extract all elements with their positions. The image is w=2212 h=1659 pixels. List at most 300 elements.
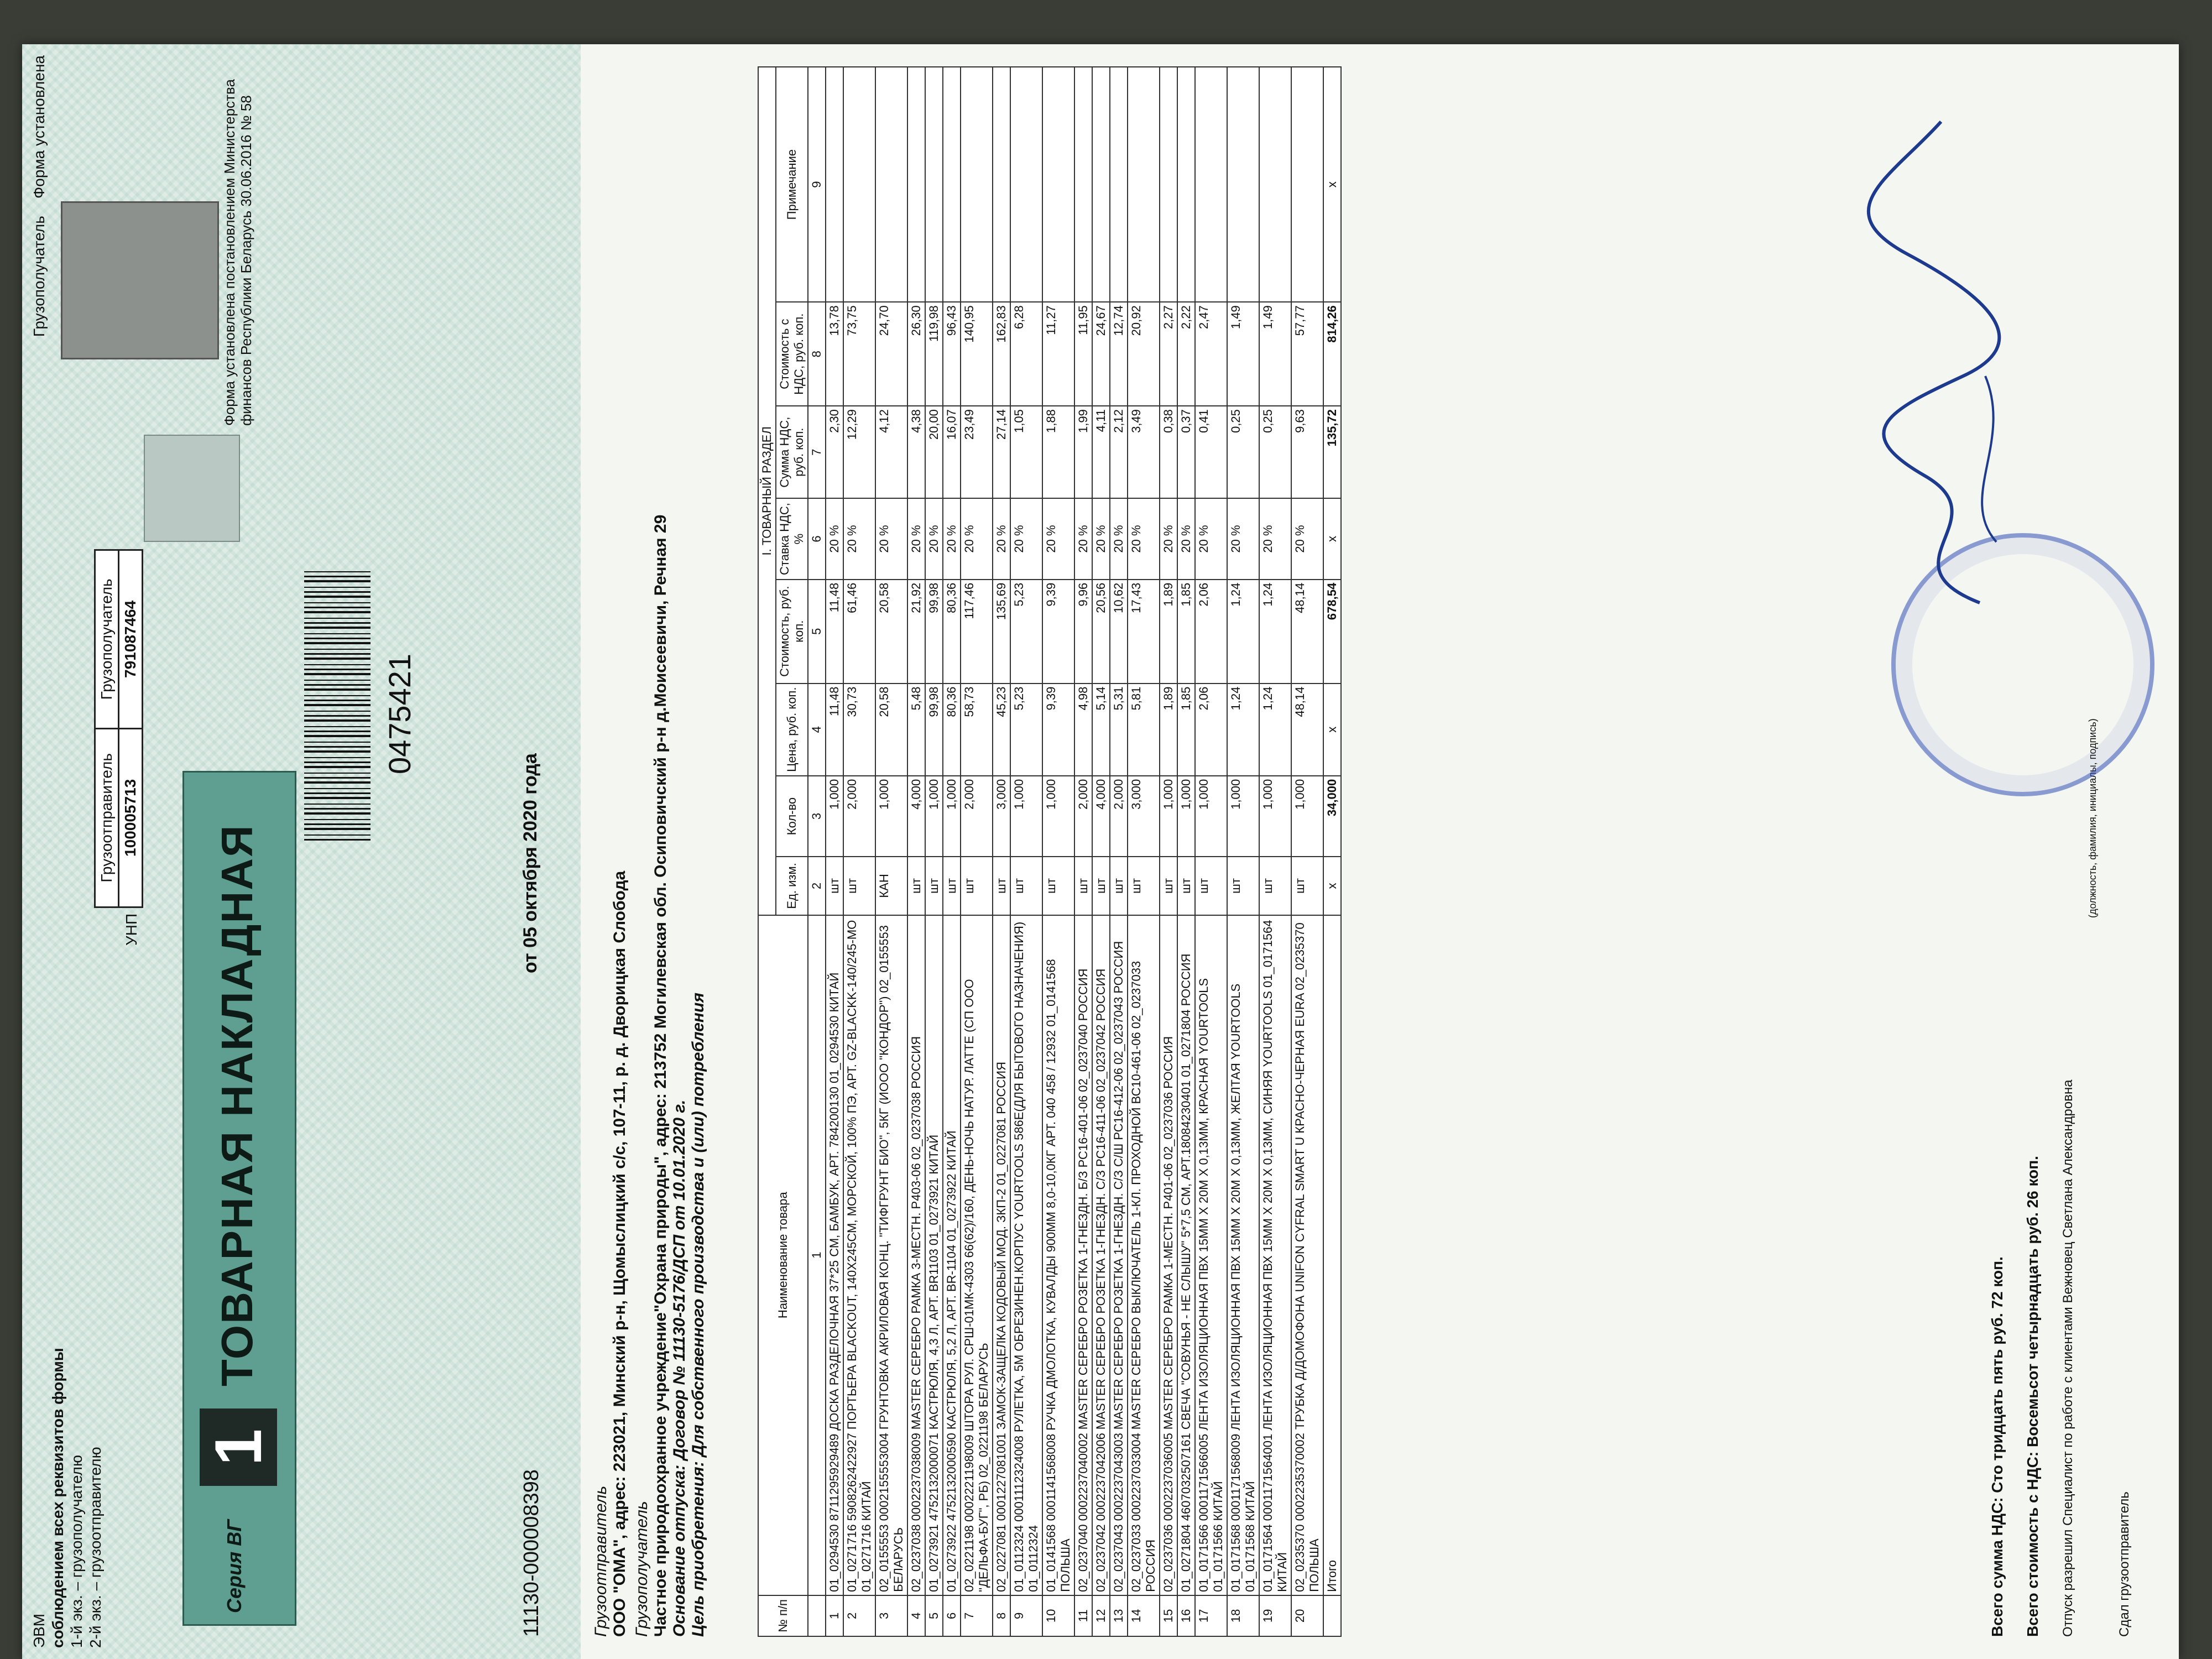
table-cell: 02_0155553 0002155553004 ГРУНТОВКА АКРИЛОВАЯ КОНЦ. "ТИФГРУНТ БИО", 5КГ (ИООО "КОНДОР") 02_0155553 БЕЛАРУСЬ xyxy=(875,915,907,1595)
table-cell: 1,000 xyxy=(943,776,961,857)
table-cell: 20 % xyxy=(1259,498,1291,580)
table-cell: 6,28 xyxy=(1010,302,1042,406)
barcode-bar xyxy=(304,653,371,655)
barcode-bar xyxy=(304,804,371,805)
table-cell: 1,89 xyxy=(1160,580,1177,684)
table-cell xyxy=(1128,67,1160,302)
form-note: 2-й экз. – грузоотправителю xyxy=(87,1447,104,1648)
barcode-bar xyxy=(304,757,371,758)
table-cell: 1 xyxy=(826,1595,843,1636)
barcode-bar xyxy=(304,688,371,691)
consignee-label: Грузополучатель xyxy=(633,1501,651,1637)
barcode-bar xyxy=(304,788,371,789)
table-cell: 11,48 xyxy=(826,580,843,684)
table-cell: 20,56 xyxy=(1092,580,1110,684)
table-cell: 1,000 xyxy=(1195,776,1227,857)
table-cell xyxy=(1195,67,1227,302)
table-cell: шт xyxy=(1291,857,1323,915)
table-cell: 01_0171566 0001171566005 ЛЕНТА ИЗОЛЯЦИОННАЯ ПВХ 15ММ Х 20М Х 0,13ММ, КРАСНАЯ YOURTOOLS 01_0171566 КИТАЙ xyxy=(1195,915,1227,1595)
table-cell: 1,24 xyxy=(1227,580,1259,684)
table-cell xyxy=(1291,67,1323,302)
barcode-bar xyxy=(304,761,371,763)
barcode-bar xyxy=(304,808,371,810)
form-note: Грузополучатель xyxy=(30,216,48,337)
table-cell: шт xyxy=(1042,857,1074,915)
barcode-bar xyxy=(304,812,371,815)
barcode-bar xyxy=(304,766,371,768)
barcode-bar xyxy=(304,664,371,665)
col-number: 8 xyxy=(808,302,826,406)
table-cell: 2,12 xyxy=(1110,406,1128,498)
table-cell: 4,11 xyxy=(1092,406,1110,498)
table-cell: 20 % xyxy=(1092,498,1110,580)
table-cell: 80,36 xyxy=(943,580,961,684)
table-cell: 02_0237042 0002237042006 MASTER СЕРЕБРО РОЗЕТКА 1-ГНЕЗДН. С/З РС16-411-06 02_0237042 РОССИЯ xyxy=(1092,915,1110,1595)
table-cell: 1,24 xyxy=(1259,684,1291,776)
barcode-bar xyxy=(304,781,371,784)
table-cell: шт xyxy=(925,857,943,915)
table-cell: 1,88 xyxy=(1042,406,1074,498)
shipper-unp: 100005713 xyxy=(119,728,143,907)
table-cell: 20 % xyxy=(1195,498,1227,580)
table-cell: 4,000 xyxy=(1092,776,1110,857)
table-row xyxy=(1074,67,1092,1636)
table-cell: 20 % xyxy=(826,498,843,580)
table-cell: шт xyxy=(943,857,961,915)
table-cell: 21,92 xyxy=(907,580,925,684)
table-cell: 162,83 xyxy=(993,302,1010,406)
table-cell: 1,000 xyxy=(1042,776,1074,857)
table-cell: 0,37 xyxy=(1177,406,1195,498)
table-cell: 2,30 xyxy=(826,406,843,498)
unp-label: УНП xyxy=(122,913,140,946)
table-row xyxy=(943,67,961,1636)
table-cell: 7 xyxy=(961,1595,993,1636)
col-header: Цена, руб. коп. xyxy=(776,684,808,776)
table-cell: 01_0273921 4752132000071 КАСТРЮЛЯ, 4,3 Л, АРТ. BR1103 01_0273921 КИТАЙ xyxy=(925,915,943,1595)
table-cell: 02_0237038 0002237038009 MASTER СЕРЕБРО РАМКА 3-МЕСТН. Р403-06 02_0237038 РОССИЯ xyxy=(907,915,925,1595)
table-cell xyxy=(1010,67,1042,302)
table-cell: 3 xyxy=(875,1595,907,1636)
col-header: Ставка НДС, % xyxy=(776,498,808,580)
table-cell: 20 % xyxy=(1010,498,1042,580)
table-cell: 15 xyxy=(1160,1595,1177,1636)
table-cell: 12,29 xyxy=(843,406,875,498)
barcode-bar xyxy=(304,669,371,670)
table-cell: 17,43 xyxy=(1128,580,1160,684)
table-cell: 11 xyxy=(1074,1595,1092,1636)
parties-block xyxy=(592,66,708,1637)
goods-table xyxy=(758,66,1342,1637)
barcode-bar xyxy=(304,726,371,727)
barcode-bar xyxy=(304,611,371,613)
total-cell: х xyxy=(1323,498,1341,580)
table-cell: 01_0141568 0001141568008 РУЧКА ДМОЛОТКА, КУВАЛДЫ 900ММ 8,0-10,0КГ АРТ. 040 458 / 12932 01_0141568 ПОЛЬША xyxy=(1042,915,1074,1595)
table-cell: шт xyxy=(1128,857,1160,915)
col-number: 7 xyxy=(808,406,826,498)
table-cell: 20 xyxy=(1291,1595,1323,1636)
table-cell: 20,58 xyxy=(875,684,907,776)
barcode-bar xyxy=(304,622,371,624)
col-header: Стоимость с НДС, руб. коп. xyxy=(776,302,808,406)
table-cell: шт xyxy=(1074,857,1092,915)
table-cell: 20 % xyxy=(1074,498,1092,580)
barcode-bar xyxy=(304,633,371,634)
series-label: Серия ВГ xyxy=(223,1519,246,1613)
table-cell: шт xyxy=(1160,857,1177,915)
table-cell: 58,73 xyxy=(961,684,993,776)
table-cell: 2,000 xyxy=(961,776,993,857)
table-cell: 1,000 xyxy=(826,776,843,857)
basis-line: Основание отпуска: Договор № 11130-5176/ДСП от 10.01.2020 г. xyxy=(670,1099,688,1637)
table-cell: 1,000 xyxy=(1177,776,1195,857)
barcode-image xyxy=(304,564,371,841)
table-cell xyxy=(843,67,875,302)
table-cell: 01_0171568 0001171568009 ЛЕНТА ИЗОЛЯЦИОННАЯ ПВХ 15ММ Х 20М Х 0,13ММ, ЖЕЛТАЯ YOURTOOLS 01_0171568 КИТАЙ xyxy=(1227,915,1259,1595)
table-cell: шт xyxy=(1227,857,1259,915)
table-cell: 02_0237040 0002237040002 MASTER СЕРЕБРО РОЗЕТКА 1-ГНЕЗДН. Б/З РС16-401-06 02_0237040 РОССИЯ xyxy=(1074,915,1092,1595)
col-header: Стоимость, руб. коп. xyxy=(776,580,808,684)
table-cell: 10,62 xyxy=(1110,580,1128,684)
table-row xyxy=(1128,67,1160,1636)
table-cell: 5,23 xyxy=(1010,684,1042,776)
col-number: 1 xyxy=(808,915,826,1595)
table-row xyxy=(1160,67,1177,1636)
col-header: № п/п xyxy=(758,1595,808,1636)
table-cell: 01_0294530 8711295929489 ДОСКА РАЗДЕЛОЧНАЯ 37*25 СМ, БАМБУК, АРТ. 784200130 01_0294530 КИТАЙ xyxy=(826,915,843,1595)
table-cell: 2,000 xyxy=(843,776,875,857)
table-cell: 14 xyxy=(1128,1595,1160,1636)
consignee-col-header: Грузополучатель xyxy=(95,550,119,728)
col-number xyxy=(808,1595,826,1636)
barcode-bar xyxy=(304,642,371,644)
col-header: Сумма НДС, руб. коп. xyxy=(776,406,808,498)
total-cell: х xyxy=(1323,67,1341,302)
barcode-bar xyxy=(304,627,371,629)
barcode-bar xyxy=(304,638,371,639)
table-cell: шт xyxy=(1092,857,1110,915)
table-cell: 5,31 xyxy=(1110,684,1128,776)
table-cell: 3,000 xyxy=(1128,776,1160,857)
table-cell: 20 % xyxy=(1128,498,1160,580)
barcode-bar xyxy=(304,618,371,619)
table-cell: 4,38 xyxy=(907,406,925,498)
table-row xyxy=(1177,67,1195,1636)
table-cell: 20 % xyxy=(993,498,1010,580)
table-cell: 17 xyxy=(1195,1595,1227,1636)
table-cell: 16 xyxy=(1177,1595,1195,1636)
barcode-bar xyxy=(304,602,371,603)
table-cell: 02_0237036 0002237036005 MASTER СЕРЕБРО РАМКА 1-МЕСТН. Р401-06 02_0237036 РОССИЯ xyxy=(1160,915,1177,1595)
table-cell: 19 xyxy=(1259,1595,1291,1636)
document-date: от 05 октября 2020 года xyxy=(520,753,541,973)
table-cell: 2,47 xyxy=(1195,302,1227,406)
table-cell: КАН xyxy=(875,857,907,915)
consignee-unp: 791087464 xyxy=(119,550,143,728)
table-row xyxy=(961,67,993,1636)
table-cell: 5,23 xyxy=(1010,580,1042,684)
table-cell xyxy=(1092,67,1110,302)
table-cell: 1,49 xyxy=(1259,302,1291,406)
table-cell: шт xyxy=(961,857,993,915)
col-number: 5 xyxy=(808,580,826,684)
table-cell: 20 % xyxy=(925,498,943,580)
table-cell: 1,24 xyxy=(1227,684,1259,776)
table-cell: 0,41 xyxy=(1195,406,1227,498)
table-cell: шт xyxy=(1195,857,1227,915)
table-cell: 3,000 xyxy=(993,776,1010,857)
table-cell: 5,48 xyxy=(907,684,925,776)
table-cell: 20 % xyxy=(1227,498,1259,580)
table-cell: 20 % xyxy=(907,498,925,580)
total-cell: 34,000 xyxy=(1323,776,1341,857)
table-row xyxy=(1291,67,1323,1636)
total-cell: 135,72 xyxy=(1323,406,1341,498)
barcode-bar xyxy=(304,680,371,681)
table-cell: 6 xyxy=(943,1595,961,1636)
barcode-bar xyxy=(304,773,371,774)
table-cell: шт xyxy=(907,857,925,915)
table-cell xyxy=(907,67,925,302)
table-cell: 11,48 xyxy=(826,684,843,776)
barcode-bar xyxy=(304,596,371,598)
table-cell: 5 xyxy=(925,1595,943,1636)
table-cell xyxy=(943,67,961,302)
purpose-line: Цель приобретения: Для собственного производства и (или) потребления xyxy=(689,992,707,1637)
table-row xyxy=(1042,67,1074,1636)
table-cell: 5,81 xyxy=(1128,684,1160,776)
total-cell: х xyxy=(1323,857,1341,915)
table-cell: 02_0227081 0001227081001 ЗАМОК-ЗАЩЕЛКА КОДОВЫЙ МОД. ЗКП-2 01_0227081 РОССИЯ xyxy=(993,915,1010,1595)
total-cell xyxy=(1323,1595,1341,1636)
shipper-label: Грузоотправитель xyxy=(592,1485,610,1637)
table-cell: 20 % xyxy=(1177,498,1195,580)
barcode-bar xyxy=(304,649,371,650)
document-code: 11130-000008398 xyxy=(520,1469,543,1637)
table-row xyxy=(1195,67,1227,1636)
table-cell: 20,92 xyxy=(1128,302,1160,406)
table-cell: 1,000 xyxy=(1227,776,1259,857)
table-cell: 57,77 xyxy=(1291,302,1323,406)
total-row xyxy=(1323,67,1341,1636)
table-cell: 9,39 xyxy=(1042,684,1074,776)
table-row xyxy=(993,67,1010,1636)
barcode-bar xyxy=(304,673,371,675)
barcode-bar xyxy=(304,839,371,841)
table-cell: шт xyxy=(843,857,875,915)
release-caption: (должность, фамилия, инициалы, подпись) xyxy=(2087,718,2098,918)
barcode-bar xyxy=(304,719,371,722)
table-cell: 1,05 xyxy=(1010,406,1042,498)
table-cell: 20,58 xyxy=(875,580,907,684)
table-cell: 1,85 xyxy=(1177,684,1195,776)
table-cell: 2,000 xyxy=(1074,776,1092,857)
barcode-bar xyxy=(304,700,371,701)
barcode-bar xyxy=(304,746,371,748)
table-cell: 20 % xyxy=(875,498,907,580)
unp-table xyxy=(94,549,143,951)
table-row xyxy=(1010,67,1042,1636)
barcode-bar xyxy=(304,742,371,743)
table-cell: 18 xyxy=(1227,1595,1259,1636)
barcode-bar xyxy=(304,797,371,799)
table-cell: 5,14 xyxy=(1092,684,1110,776)
table-cell: 0,25 xyxy=(1227,406,1259,498)
table-cell: 24,67 xyxy=(1092,302,1110,406)
table-cell: 2,27 xyxy=(1160,302,1177,406)
table-cell: 20 % xyxy=(1110,498,1128,580)
table-cell: 02_0235370 0002235370002 ТРУБКА Д/ДОМОФОНА UNIFON CYFRAL SMART U КРАСНО-ЧЕРНАЯ EURA 02_0235370 ПОЛЬША xyxy=(1291,915,1323,1595)
serial-digit: 1 xyxy=(200,1408,277,1486)
table-cell: 9,39 xyxy=(1042,580,1074,684)
barcode-bar xyxy=(304,587,371,588)
barcode-bar xyxy=(304,834,371,836)
table-cell: 80,36 xyxy=(943,684,961,776)
table-cell: 119,98 xyxy=(925,302,943,406)
total-cell: 814,26 xyxy=(1323,302,1341,406)
table-cell: 0,25 xyxy=(1259,406,1291,498)
consignee-value: Частное природоохранное учреждение"Охрана природы", адрес: 213752 Могилевская обл. Осиповичский р-н д.Моисеевичи, Речная 29 xyxy=(651,514,670,1637)
col-number: 6 xyxy=(808,498,826,580)
table-cell: 20 % xyxy=(1160,498,1177,580)
col-header: Примечание xyxy=(776,67,808,302)
col-header: Ед. изм. xyxy=(776,857,808,915)
barcode-bar xyxy=(304,580,371,582)
table-row xyxy=(826,67,843,1636)
barcode xyxy=(304,564,371,841)
table-cell: 1,000 xyxy=(1291,776,1323,857)
table-row xyxy=(843,67,875,1636)
total-cell: Итого xyxy=(1323,915,1341,1595)
section-title: I. ТОВАРНЫЙ РАЗДЕЛ xyxy=(758,67,776,915)
table-cell: 23,49 xyxy=(961,406,993,498)
table-cell: 20 % xyxy=(1291,498,1323,580)
table-cell: 45,23 xyxy=(993,684,1010,776)
table-row xyxy=(925,67,943,1636)
table-cell: 02_0237043 0002237043003 MASTER СЕРЕБРО РОЗЕТКА 1-ГНЕЗДН. С/З С/Ш РС16-412-06 02_0237043 РОССИЯ xyxy=(1110,915,1128,1595)
form-note: ЭВМ xyxy=(30,1613,48,1648)
table-cell xyxy=(1227,67,1259,302)
form-note: соблюдением всех реквизитов формы xyxy=(49,1348,66,1648)
handed-over: Сдал грузоотправитель xyxy=(2117,1491,2132,1637)
barcode-bar xyxy=(304,704,371,706)
col-header: Наименование товара xyxy=(758,915,808,1595)
table-cell: 20,00 xyxy=(925,406,943,498)
table-cell xyxy=(1042,67,1074,302)
table-cell: 1,000 xyxy=(1259,776,1291,857)
table-cell: 02_0237033 0002237033004 MASTER СЕРЕБРО ВЫКЛЮЧАТЕЛЬ 1-КЛ. ПРОХОДНОЙ ВС10-461-06 02_0237033 РОССИЯ xyxy=(1128,915,1160,1595)
barcode-bar xyxy=(304,684,371,686)
goods-body xyxy=(826,67,1323,1636)
table-cell: 99,98 xyxy=(925,580,943,684)
table-cell: 4,000 xyxy=(907,776,925,857)
table-cell: 01_0271804 4607032507161 СВЕЧА "СОВУНЬЯ - НЕ СЛЫШУ" 5*7,5 СМ, АРТ.18084230401 01_0271804 РОССИЯ xyxy=(1177,915,1195,1595)
barcode-bar xyxy=(304,819,371,820)
table-cell xyxy=(1160,67,1177,302)
table-cell: 1,24 xyxy=(1259,580,1291,684)
barcode-bar xyxy=(304,571,371,572)
table-cell: 1,99 xyxy=(1074,406,1092,498)
table-cell: 2,000 xyxy=(1110,776,1128,857)
table-cell: 2,22 xyxy=(1177,302,1195,406)
table-cell: 9 xyxy=(1010,1595,1042,1636)
table-cell: 9,63 xyxy=(1291,406,1323,498)
table-cell xyxy=(1074,67,1092,302)
col-number: 3 xyxy=(808,776,826,857)
table-cell xyxy=(826,67,843,302)
series-band xyxy=(182,771,296,1626)
table-cell: шт xyxy=(993,857,1010,915)
table-row xyxy=(907,67,925,1636)
table-cell xyxy=(993,67,1010,302)
barcode-bar xyxy=(304,828,371,830)
table-row xyxy=(875,67,907,1636)
table-cell: 96,43 xyxy=(943,302,961,406)
table-cell: 3,49 xyxy=(1128,406,1160,498)
table-cell: 4,12 xyxy=(875,406,907,498)
table-cell: 01_0273922 4752132000590 КАСТРЮЛЯ, 5,2 Л, АРТ. BR-1104 01_0273922 КИТАЙ xyxy=(943,915,961,1595)
table-cell xyxy=(1177,67,1195,302)
table-cell: 30,73 xyxy=(843,684,875,776)
signature-image xyxy=(1858,111,2024,608)
table-cell xyxy=(875,67,907,302)
table-cell xyxy=(1110,67,1128,302)
table-row xyxy=(1110,67,1128,1636)
table-cell: 1,89 xyxy=(1160,684,1177,776)
barcode-bar xyxy=(304,695,371,696)
barcode-bar xyxy=(304,576,371,577)
table-cell: 61,46 xyxy=(843,580,875,684)
barcode-bar xyxy=(304,715,371,717)
document-number: 0475421 xyxy=(382,653,417,774)
barcode-bar xyxy=(304,823,371,825)
table-cell: 1,000 xyxy=(875,776,907,857)
table-cell: 0,38 xyxy=(1160,406,1177,498)
col-number: 9 xyxy=(808,67,826,302)
table-cell: 8 xyxy=(993,1595,1010,1636)
table-cell: 1,000 xyxy=(1160,776,1177,857)
table-cell: 20 % xyxy=(1042,498,1074,580)
total-cell: х xyxy=(1323,684,1341,776)
table-cell: 1,85 xyxy=(1177,580,1195,684)
form-notes-right xyxy=(30,55,49,387)
release-allowed: Отпуск разрешил Специалист по работе с клиентами Вежновец Светлана Александровна xyxy=(2060,1079,2075,1637)
shipper-col-header: Грузоотправитель xyxy=(95,728,119,907)
table-cell: 48,14 xyxy=(1291,684,1323,776)
table-cell: 01_0271716 5908262422927 ПОРТЬЕРА BLACKOUT, 140X245СМ, МОРСКОЙ, 100% ПЭ, АРТ. GZ-BLACKK-140/245-MO 01_0271716 КИТАЙ xyxy=(843,915,875,1595)
table-cell xyxy=(961,67,993,302)
table-cell: 1,000 xyxy=(1010,776,1042,857)
table-cell: 11,27 xyxy=(1042,302,1074,406)
table-cell: 24,70 xyxy=(875,302,907,406)
table-cell: 26,30 xyxy=(907,302,925,406)
table-cell: 48,14 xyxy=(1291,580,1323,684)
table-cell: 117,46 xyxy=(961,580,993,684)
form-note: Форма установлена xyxy=(30,55,48,199)
hologram xyxy=(61,201,219,359)
barcode-bar xyxy=(304,711,371,712)
table-cell: 10 xyxy=(1042,1595,1074,1636)
col-number: 4 xyxy=(808,684,826,776)
table-cell: шт xyxy=(826,857,843,915)
table-cell: 01_0171564 0001171564001 ЛЕНТА ИЗОЛЯЦИОННАЯ ПВХ 15ММ Х 20М Х 0,13ММ, СИНЯЯ YOURTOOLS 01_0171564 КИТАЙ xyxy=(1259,915,1291,1595)
table-row xyxy=(1227,67,1259,1636)
table-cell: 16,07 xyxy=(943,406,961,498)
table-cell: 1,000 xyxy=(925,776,943,857)
table-cell: шт xyxy=(1177,857,1195,915)
barcode-bar xyxy=(304,607,371,608)
total-cell: 678,54 xyxy=(1323,580,1341,684)
